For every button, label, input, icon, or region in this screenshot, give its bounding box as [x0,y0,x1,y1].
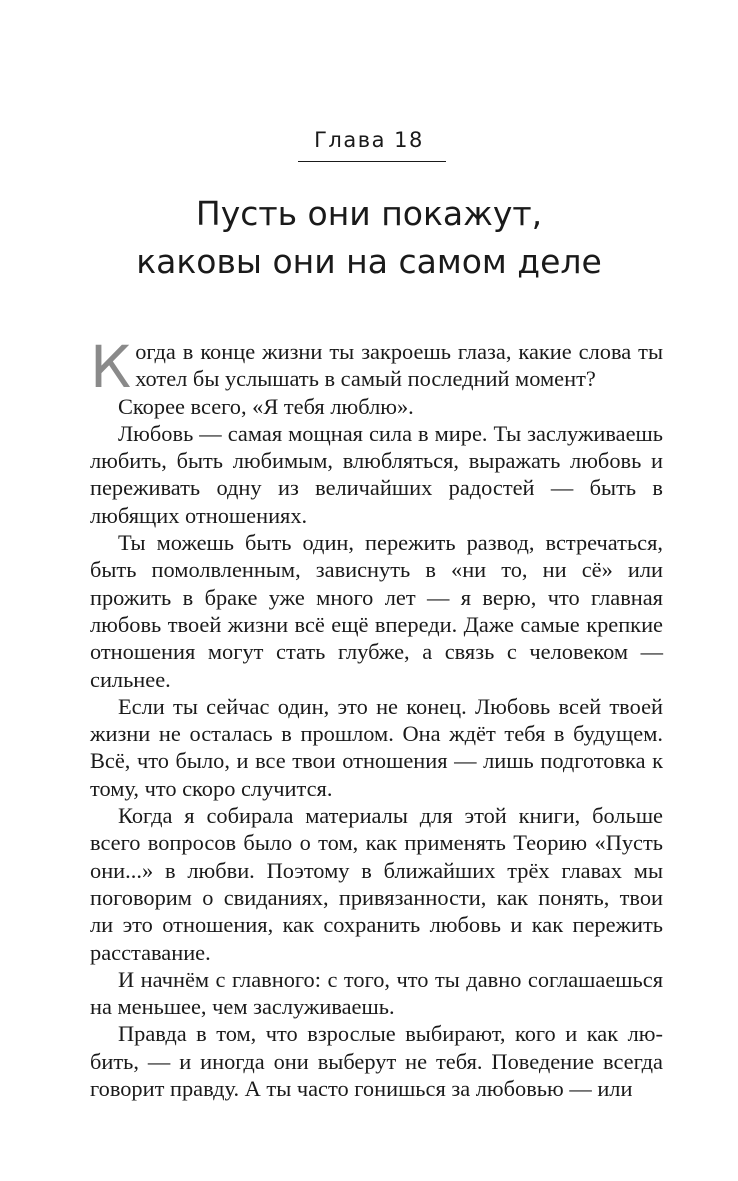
paragraph-7: И начнём с главного: с того, что ты давно соглашаешься на меньшее, чем заслуживаешь. [90,966,663,1020]
paragraph-1-text: огда в конце жизни ты закроешь глаза, какие слова ты хотел бы услышать в самый последний момент? [135,339,663,392]
paragraph-6: Когда я собирала материалы для этой книги, больше всего вопросов было о том, как применять Теорию «Пусть они...» в любви. Поэтому в ближайших трёх главах мы поговорим о свиданиях, привязанности, как понять, твои ли это отношения, как сохранить любовь и как пережить расставание. [90,803,663,965]
paragraph-1 [90,333,663,401]
paragraph-2: Скорее всего, «Я тебя люблю». [118,393,414,419]
paragraph-3: Любовь — самая мощная сила в мире. Ты заслуживаешь любить, быть любимым, влюбляться, выражать любовь и переживать одну из величайших радостей — быть в любящих отношениях. [90,420,663,528]
paragraph-5: Если ты сейчас один, это не конец. Любовь всей твоей жизни не осталась в прошлом. Она ждёт тебя в будущем. Всё, что было, и все твои отношения — лишь подготовка к тому, что скоро случится. [90,693,663,801]
chapter-title-line-1: Пусть они покажут, [195,194,543,233]
paragraph-4: Ты можешь быть один, пережить развод, встречаться, быть помолвленным, зависнуть в «ни то, ни сё» или прожить в браке уже много лет — я верю, что главная любовь твоей жизни всё ещё впереди. Даже самые крепкие отношения могут стать глубже, а связь с человеком — сильнее. [90,530,663,692]
chapter-title-line-2: каковы они на самом деле [136,242,602,281]
chapter-rule [298,161,446,162]
chapter-title [0,190,738,286]
body-text [90,333,663,1102]
paragraph-8: Правда в том, что взрослые выбирают, кого и как любить, — и иногда они выберут не тебя. Поведение всегда говорит правду. А ты часто гонишься за любовью — или [90,1021,663,1102]
drop-cap: К [90,333,132,401]
chapter-label: Глава 18 [314,128,424,152]
